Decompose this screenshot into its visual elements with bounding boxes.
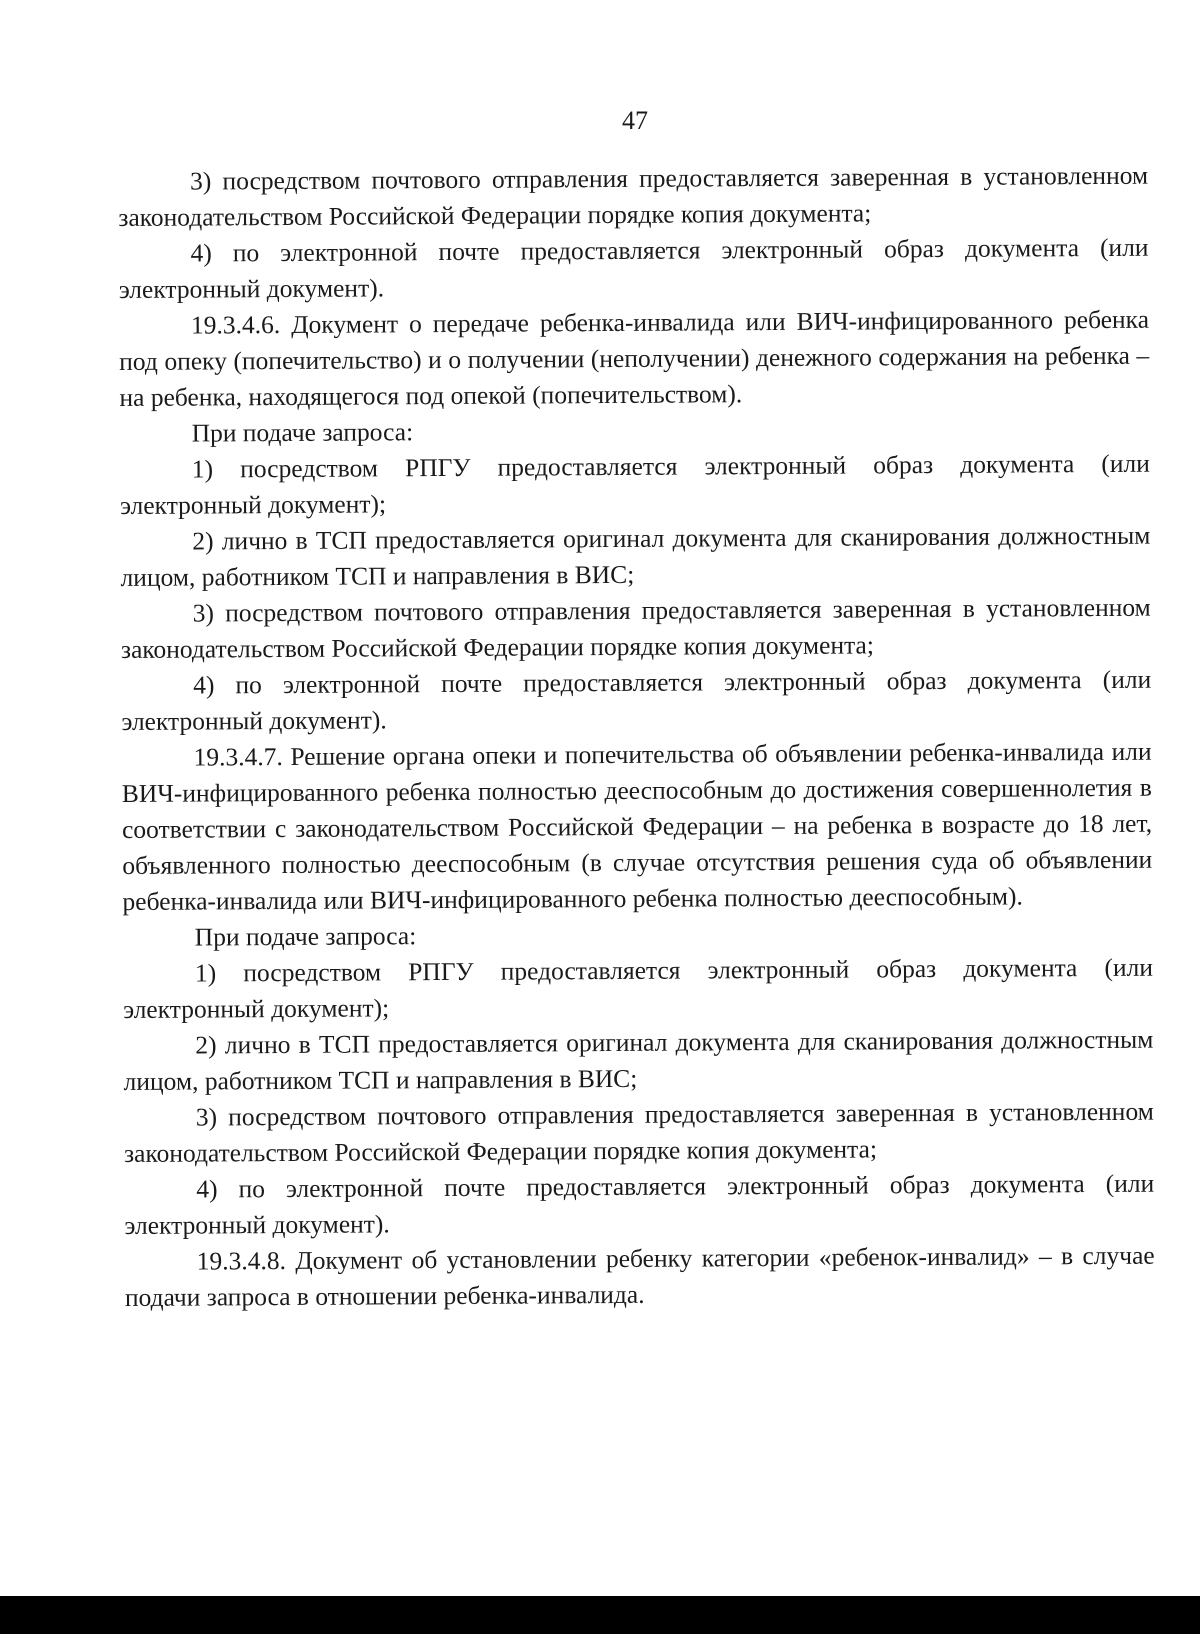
section-19-3-4-8: 19.3.4.8. Документ об установлении ребенку категории «ребенок-инвалид» – в случае подачи запроса в отношении ребенка-инвалида. bbox=[124, 1240, 1155, 1312]
page-number: 47 bbox=[622, 106, 648, 135]
list-item-postal-copy: 3) посредством почтового отправления предоставляется заверенная в установленном законодательством Российской Федерации порядке копия документа; bbox=[120, 592, 1151, 664]
list-item-in-person: 2) лично в ТСП предоставляется оригинал документа для сканирования должностным лицом, работником ТСП и направления в ВИС; bbox=[120, 520, 1151, 592]
list-item-in-person: 2) лично в ТСП предоставляется оригинал документа для сканирования должностным лицом, работником ТСП и направления в ВИС; bbox=[123, 1024, 1154, 1096]
list-item-email-image: 4) по электронной почте предоставляется электронный образ документа (или электронный документ). bbox=[124, 1168, 1155, 1240]
list-item-rpgu: 1) посредством РПГУ предоставляется электронный образ документа (или электронный документ); bbox=[119, 448, 1150, 520]
request-intro: При подаче запроса: bbox=[194, 921, 417, 952]
section-19-3-4-6: 19.3.4.6. Документ о передаче ребенка-инвалида или ВИЧ-инфицированного ребенка под опеку (попечительство) и о получении (неполучении) денежного содержания на ребенка – на ребенка, находящегося под опекой (попечительством). bbox=[119, 304, 1150, 412]
list-item-email-image: 4) по электронной почте предоставляется электронный образ документа (или электронный документ). bbox=[121, 664, 1152, 736]
request-intro: При подаче запроса: bbox=[191, 417, 414, 448]
list-item-rpgu: 1) посредством РПГУ предоставляется электронный образ документа (или электронный документ); bbox=[123, 952, 1154, 1024]
list-item-postal-copy: 3) посредством почтового отправления предоставляется заверенная в установленном законодательством Российской Федерации порядке копия документа; bbox=[118, 160, 1149, 232]
list-item-postal-copy: 3) посредством почтового отправления предоставляется заверенная в установленном законодательством Российской Федерации порядке копия документа; bbox=[123, 1096, 1154, 1168]
scan-bottom-edge bbox=[0, 1596, 1200, 1634]
document-body bbox=[118, 158, 1155, 1316]
list-item-email-image: 4) по электронной почте предоставляется электронный образ документа (или электронный документ). bbox=[118, 232, 1149, 304]
section-19-3-4-7: 19.3.4.7. Решение органа опеки и попечительства об объявлении ребенка-инвалида или ВИЧ-инфицированного ребенка полностью дееспособным до достижения совершеннолетия в соответствии с законодательством Российской Федерации – на ребенка в возрасте до 18 лет, объявленного полностью дееспособным (в случае отсутствия решения суда об объявлении ребенка-инвалида или ВИЧ-инфицированного ребенка полностью дееспособным). bbox=[121, 736, 1153, 916]
